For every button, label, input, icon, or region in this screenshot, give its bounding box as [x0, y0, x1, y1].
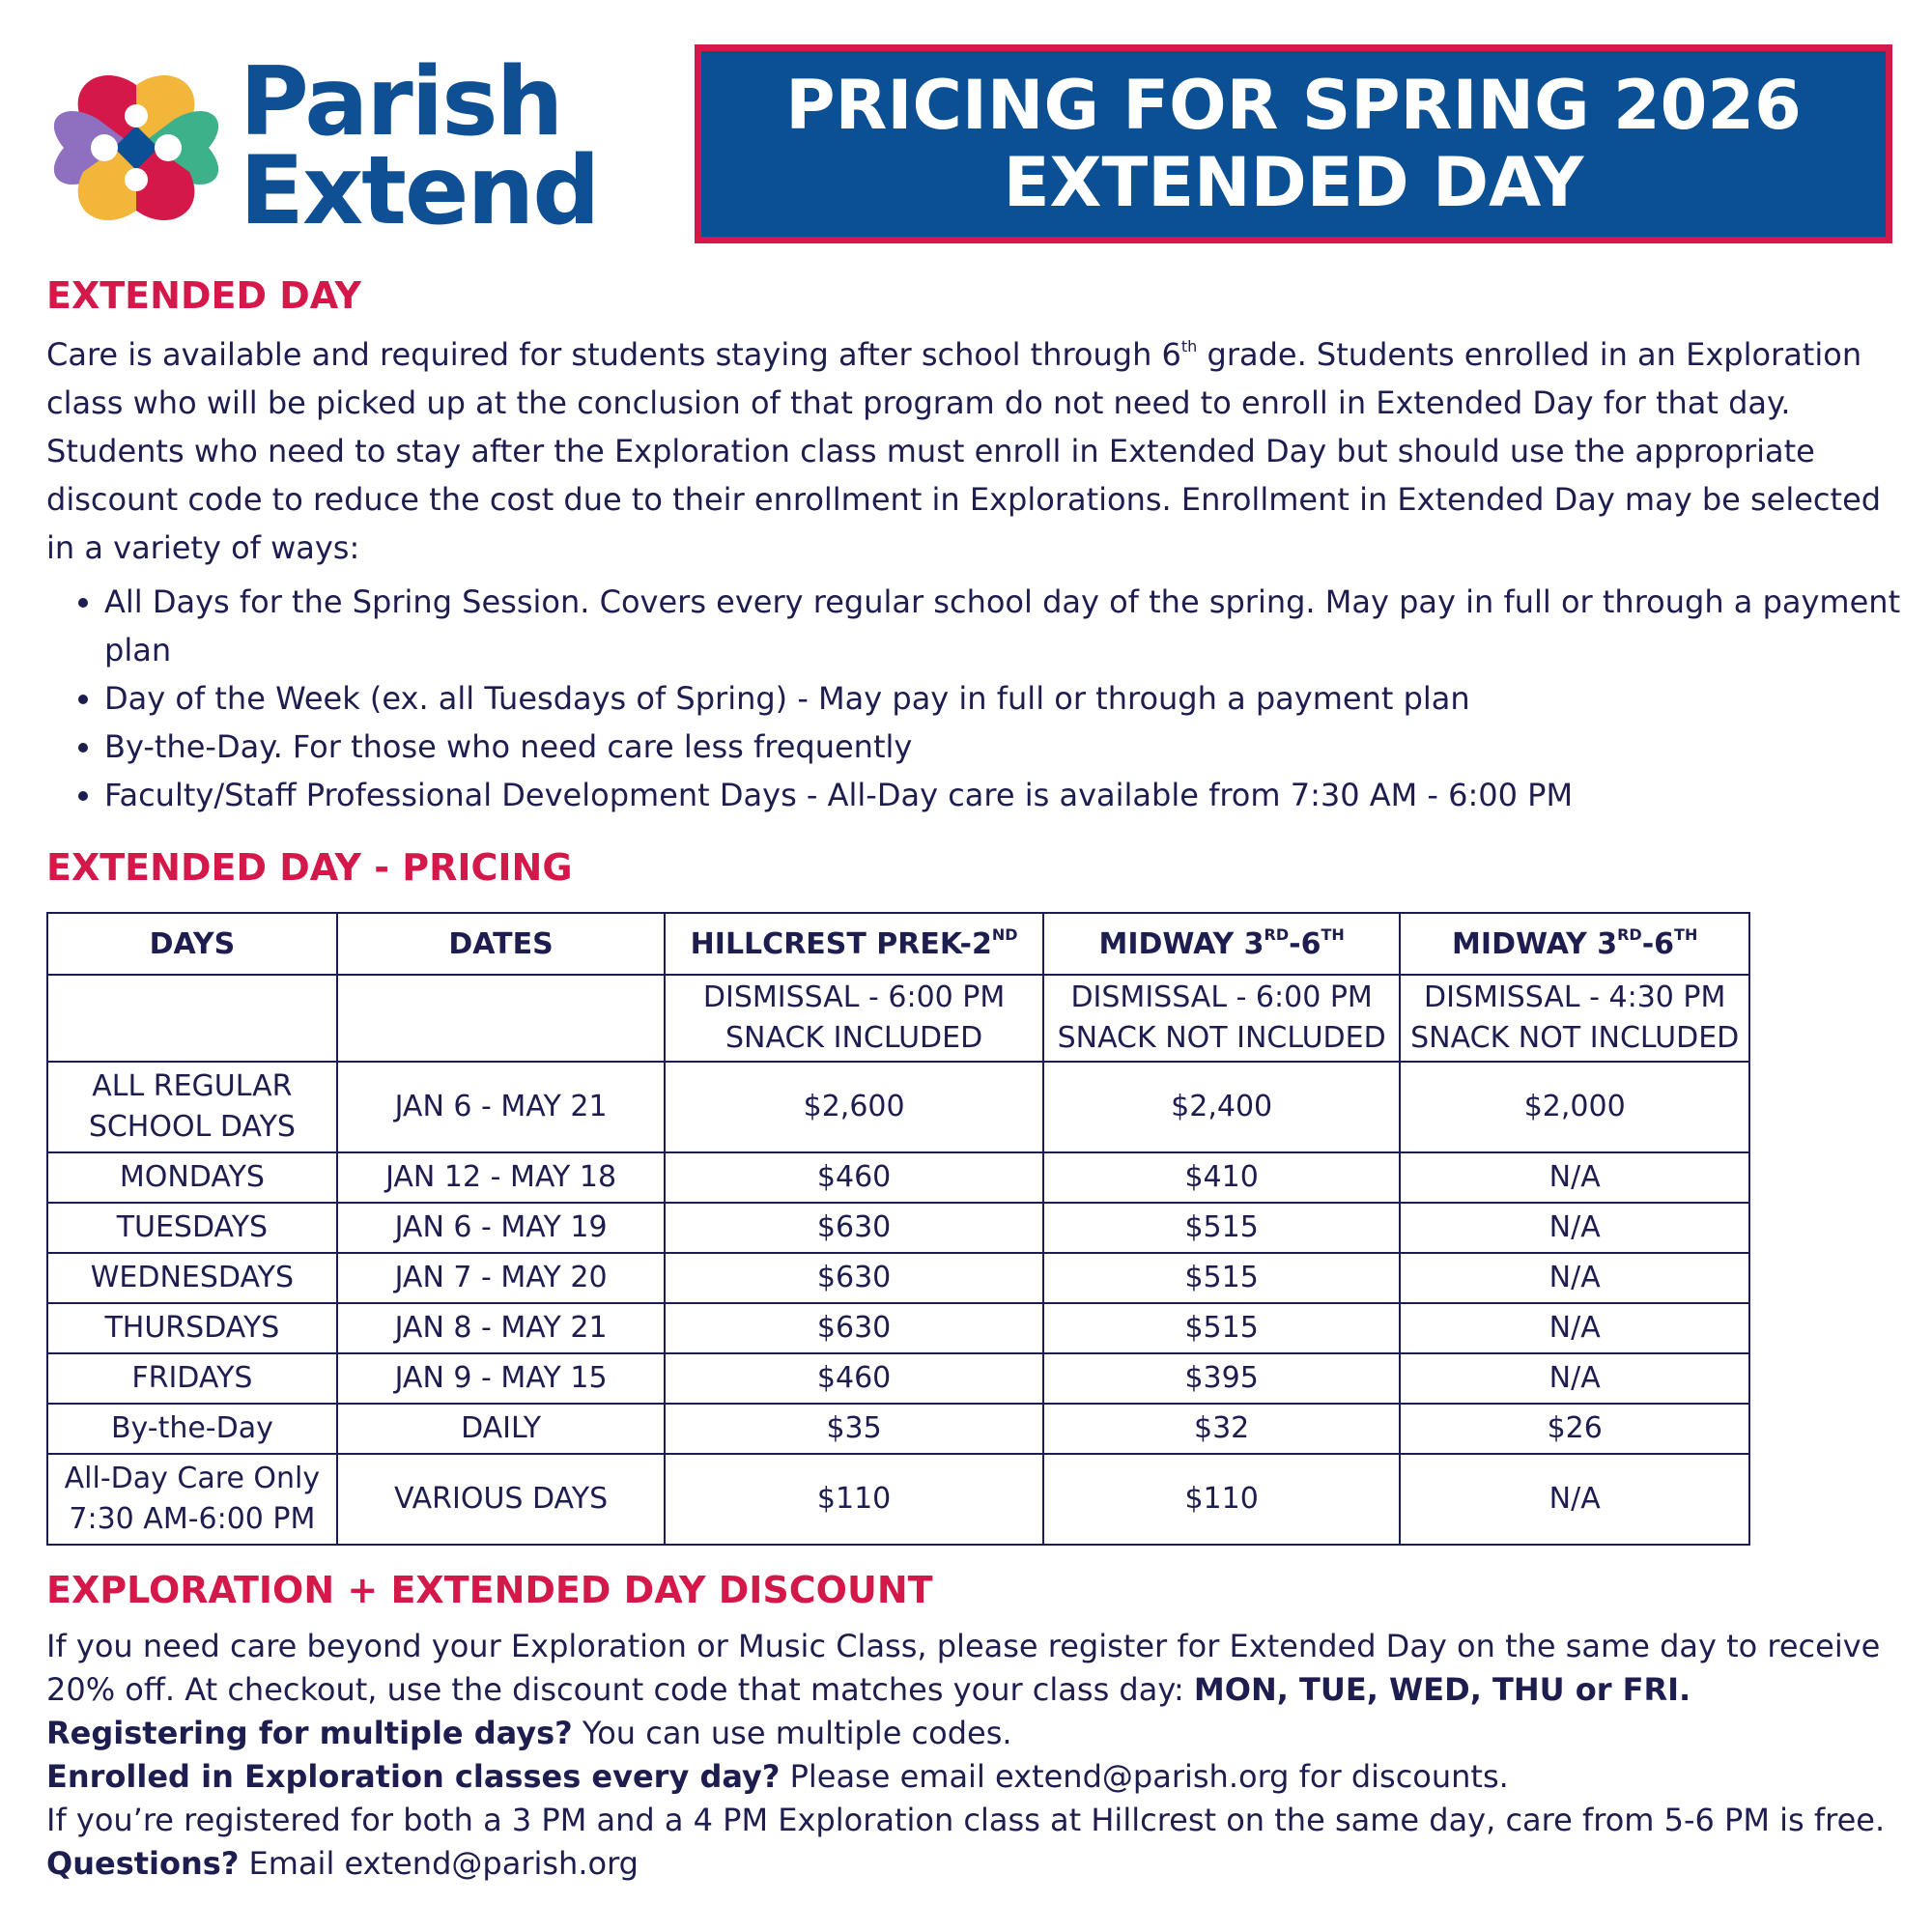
table-row	[47, 1203, 1749, 1253]
sub-hill-snack: SNACK INCLUDED	[725, 1021, 983, 1055]
discount-text	[46, 1625, 1901, 1886]
brand-line-1: Parish	[240, 47, 562, 157]
table-cell: JAN 7 - MAY 20	[337, 1253, 666, 1303]
table-cell: VARIOUS DAYS	[337, 1454, 666, 1545]
discount-line-5-text: Email extend@parish.org	[239, 1845, 639, 1882]
table-cell: DAILY	[337, 1404, 666, 1454]
table-cell: THURSDAYS	[47, 1303, 337, 1353]
table-cell: JAN 12 - MAY 18	[337, 1152, 666, 1203]
table-cell: $460	[665, 1152, 1043, 1203]
table-cell: TUESDAYS	[47, 1203, 337, 1253]
table-cell: JAN 6 - MAY 21	[337, 1062, 666, 1152]
table-cell	[1043, 975, 1401, 1062]
table-cell: $410	[1043, 1152, 1401, 1203]
discount-line-1	[46, 1625, 1901, 1712]
table-cell	[47, 975, 337, 1062]
brand-name	[240, 47, 599, 246]
table-cell	[47, 1454, 337, 1545]
header-days: DAYS	[47, 913, 337, 975]
sub-hill-dismissal: DISMISSAL - 6:00 PM	[702, 980, 1006, 1014]
header-hillcrest-text: HILLCREST PREK-2	[690, 926, 992, 961]
table-cell: $2,400	[1043, 1062, 1401, 1152]
days-line-2: 7:30 AM-6:00 PM	[69, 1502, 316, 1536]
header-hillcrest-sup: ND	[991, 924, 1018, 944]
table-cell: N/A	[1400, 1203, 1749, 1253]
sub-mid1-dismissal: DISMISSAL - 6:00 PM	[1070, 980, 1373, 1014]
discount-line-5-bold: Questions?	[46, 1845, 240, 1882]
table-cell: WEDNESDAYS	[47, 1253, 337, 1303]
days-line-1: ALL REGULAR	[92, 1069, 293, 1103]
table-cell: N/A	[1400, 1253, 1749, 1303]
table-cell: $2,600	[665, 1062, 1043, 1152]
table-cell: $630	[665, 1303, 1043, 1353]
header-midway-text-a: MIDWAY 3	[1452, 926, 1618, 961]
table-cell: $32	[1043, 1404, 1401, 1454]
table-cell: N/A	[1400, 1454, 1749, 1545]
table-row	[47, 1454, 1749, 1545]
discount-line-3-text: Please email extend@parish.org for discounts.	[780, 1758, 1509, 1795]
table-cell: $110	[665, 1454, 1043, 1545]
table-cell: JAN 8 - MAY 21	[337, 1303, 666, 1353]
header-dates: DATES	[337, 913, 666, 975]
table-cell	[665, 975, 1043, 1062]
table-row	[47, 1404, 1749, 1454]
table-row	[47, 1152, 1749, 1203]
table-cell: $26	[1400, 1404, 1749, 1454]
extended-day-intro	[46, 330, 1901, 572]
table-cell: $515	[1043, 1253, 1401, 1303]
table-cell: $460	[665, 1353, 1043, 1404]
table-cell: $630	[665, 1253, 1043, 1303]
discount-line-3	[46, 1755, 1901, 1799]
header-midway-text-b: -6	[1641, 926, 1675, 961]
header-midway-sup-1: RD	[1617, 924, 1642, 944]
list-item: • Day of the Week (ex. all Tuesdays of Spring) - May pay in full or through a payment plan	[104, 674, 1920, 723]
header-midway-sup-2: TH	[1321, 924, 1345, 944]
discount-line-2-text: You can use multiple codes.	[572, 1715, 1012, 1751]
discount-line-5	[46, 1842, 1901, 1886]
table-cell: $2,000	[1400, 1062, 1749, 1152]
discount-line-4: If you’re registered for both a 3 PM and a 4 PM Exploration class at Hillcrest on the same day, care from 5-6 PM is free.	[46, 1802, 1886, 1838]
table-cell: N/A	[1400, 1353, 1749, 1404]
extended-day-heading: EXTENDED DAY	[46, 274, 362, 317]
days-line-1: All-Day Care Only	[64, 1462, 321, 1495]
table-cell: $515	[1043, 1303, 1401, 1353]
list-item: • Faculty/Staff Professional Development Days - All-Day care is available from 7:30 AM - 6:00 PM	[104, 771, 1920, 819]
discount-codes: MON, TUE, WED, THU or FRI.	[1193, 1671, 1691, 1708]
discount-line-2-bold: Registering for multiple days?	[46, 1715, 573, 1751]
table-cell: JAN 6 - MAY 19	[337, 1203, 666, 1253]
table-cell: N/A	[1400, 1303, 1749, 1353]
discount-line-3-bold: Enrolled in Exploration classes every day?	[46, 1758, 781, 1795]
table-cell: $110	[1043, 1454, 1401, 1545]
table-cell: MONDAYS	[47, 1152, 337, 1203]
table-row	[47, 1353, 1749, 1404]
parish-extend-logo-icon	[44, 66, 228, 230]
table-cell: By-the-Day	[47, 1404, 337, 1454]
discount-heading: EXPLORATION + EXTENDED DAY DISCOUNT	[46, 1569, 933, 1611]
pricing-table	[46, 912, 1750, 1546]
intro-text-a: Care is available and required for students staying after school through 6	[46, 336, 1181, 373]
list-item: • All Days for the Spring Session. Covers every regular school day of the spring. May pay in full or through a payment plan	[104, 578, 1920, 674]
header-midway-text-b: -6	[1289, 926, 1321, 961]
table-row	[47, 1253, 1749, 1303]
table-cell	[47, 1062, 337, 1152]
header-midway-2	[1400, 913, 1749, 975]
table-cell: $395	[1043, 1353, 1401, 1404]
table-cell: $35	[665, 1404, 1043, 1454]
banner-title-line-1: PRICING FOR SPRING 2026	[785, 66, 1802, 145]
sub-mid2-dismissal: DISMISSAL - 4:30 PM	[1424, 980, 1726, 1014]
table-row	[47, 1062, 1749, 1152]
enrollment-options-list	[58, 578, 1920, 819]
header-hillcrest	[665, 913, 1043, 975]
intro-text-b: grade. Students enrolled in an Exploration class who will be picked up at the conclusion of that program do not need to enroll in Extended Day for that day. Students who need to stay after the Exploration class must enroll in Extended Day but should use the appropriate discount code to reduce the cost due to their enrollment in Explorations. Enrollment in Extended Day may be selected in a variety of ways:	[46, 336, 1882, 566]
header-midway-sup-2: TH	[1674, 924, 1698, 944]
table-row	[47, 1303, 1749, 1353]
title-banner	[695, 44, 1892, 243]
discount-line-1-text: If you need care beyond your Exploration or Music Class, please register for Extended Day on the same day to receive 20% off. At checkout, use the discount code that matches your class day:	[46, 1628, 1881, 1708]
intro-superscript: th	[1180, 337, 1198, 355]
sub-mid2-snack: SNACK NOT INCLUDED	[1410, 1021, 1740, 1055]
brand-line-2: Extend	[240, 136, 599, 246]
table-cell: N/A	[1400, 1152, 1749, 1203]
table-cell: JAN 9 - MAY 15	[337, 1353, 666, 1404]
table-cell	[1400, 975, 1749, 1062]
days-line-2: SCHOOL DAYS	[88, 1110, 296, 1144]
table-header-row	[47, 913, 1749, 975]
sub-mid1-snack: SNACK NOT INCLUDED	[1057, 1021, 1386, 1055]
header-midway-1	[1043, 913, 1401, 975]
table-cell: $515	[1043, 1203, 1401, 1253]
header-midway-sup-1: RD	[1264, 924, 1290, 944]
pricing-heading: EXTENDED DAY - PRICING	[46, 846, 573, 889]
header-midway-text-a: MIDWAY 3	[1098, 926, 1264, 961]
table-cell: FRIDAYS	[47, 1353, 337, 1404]
table-cell	[337, 975, 666, 1062]
table-cell: $630	[665, 1203, 1043, 1253]
discount-line-2	[46, 1712, 1901, 1755]
list-item: • By-the-Day. For those who need care less frequently	[104, 723, 1920, 771]
banner-title-line-2: EXTENDED DAY	[1003, 143, 1584, 222]
table-subheader-row	[47, 975, 1749, 1062]
